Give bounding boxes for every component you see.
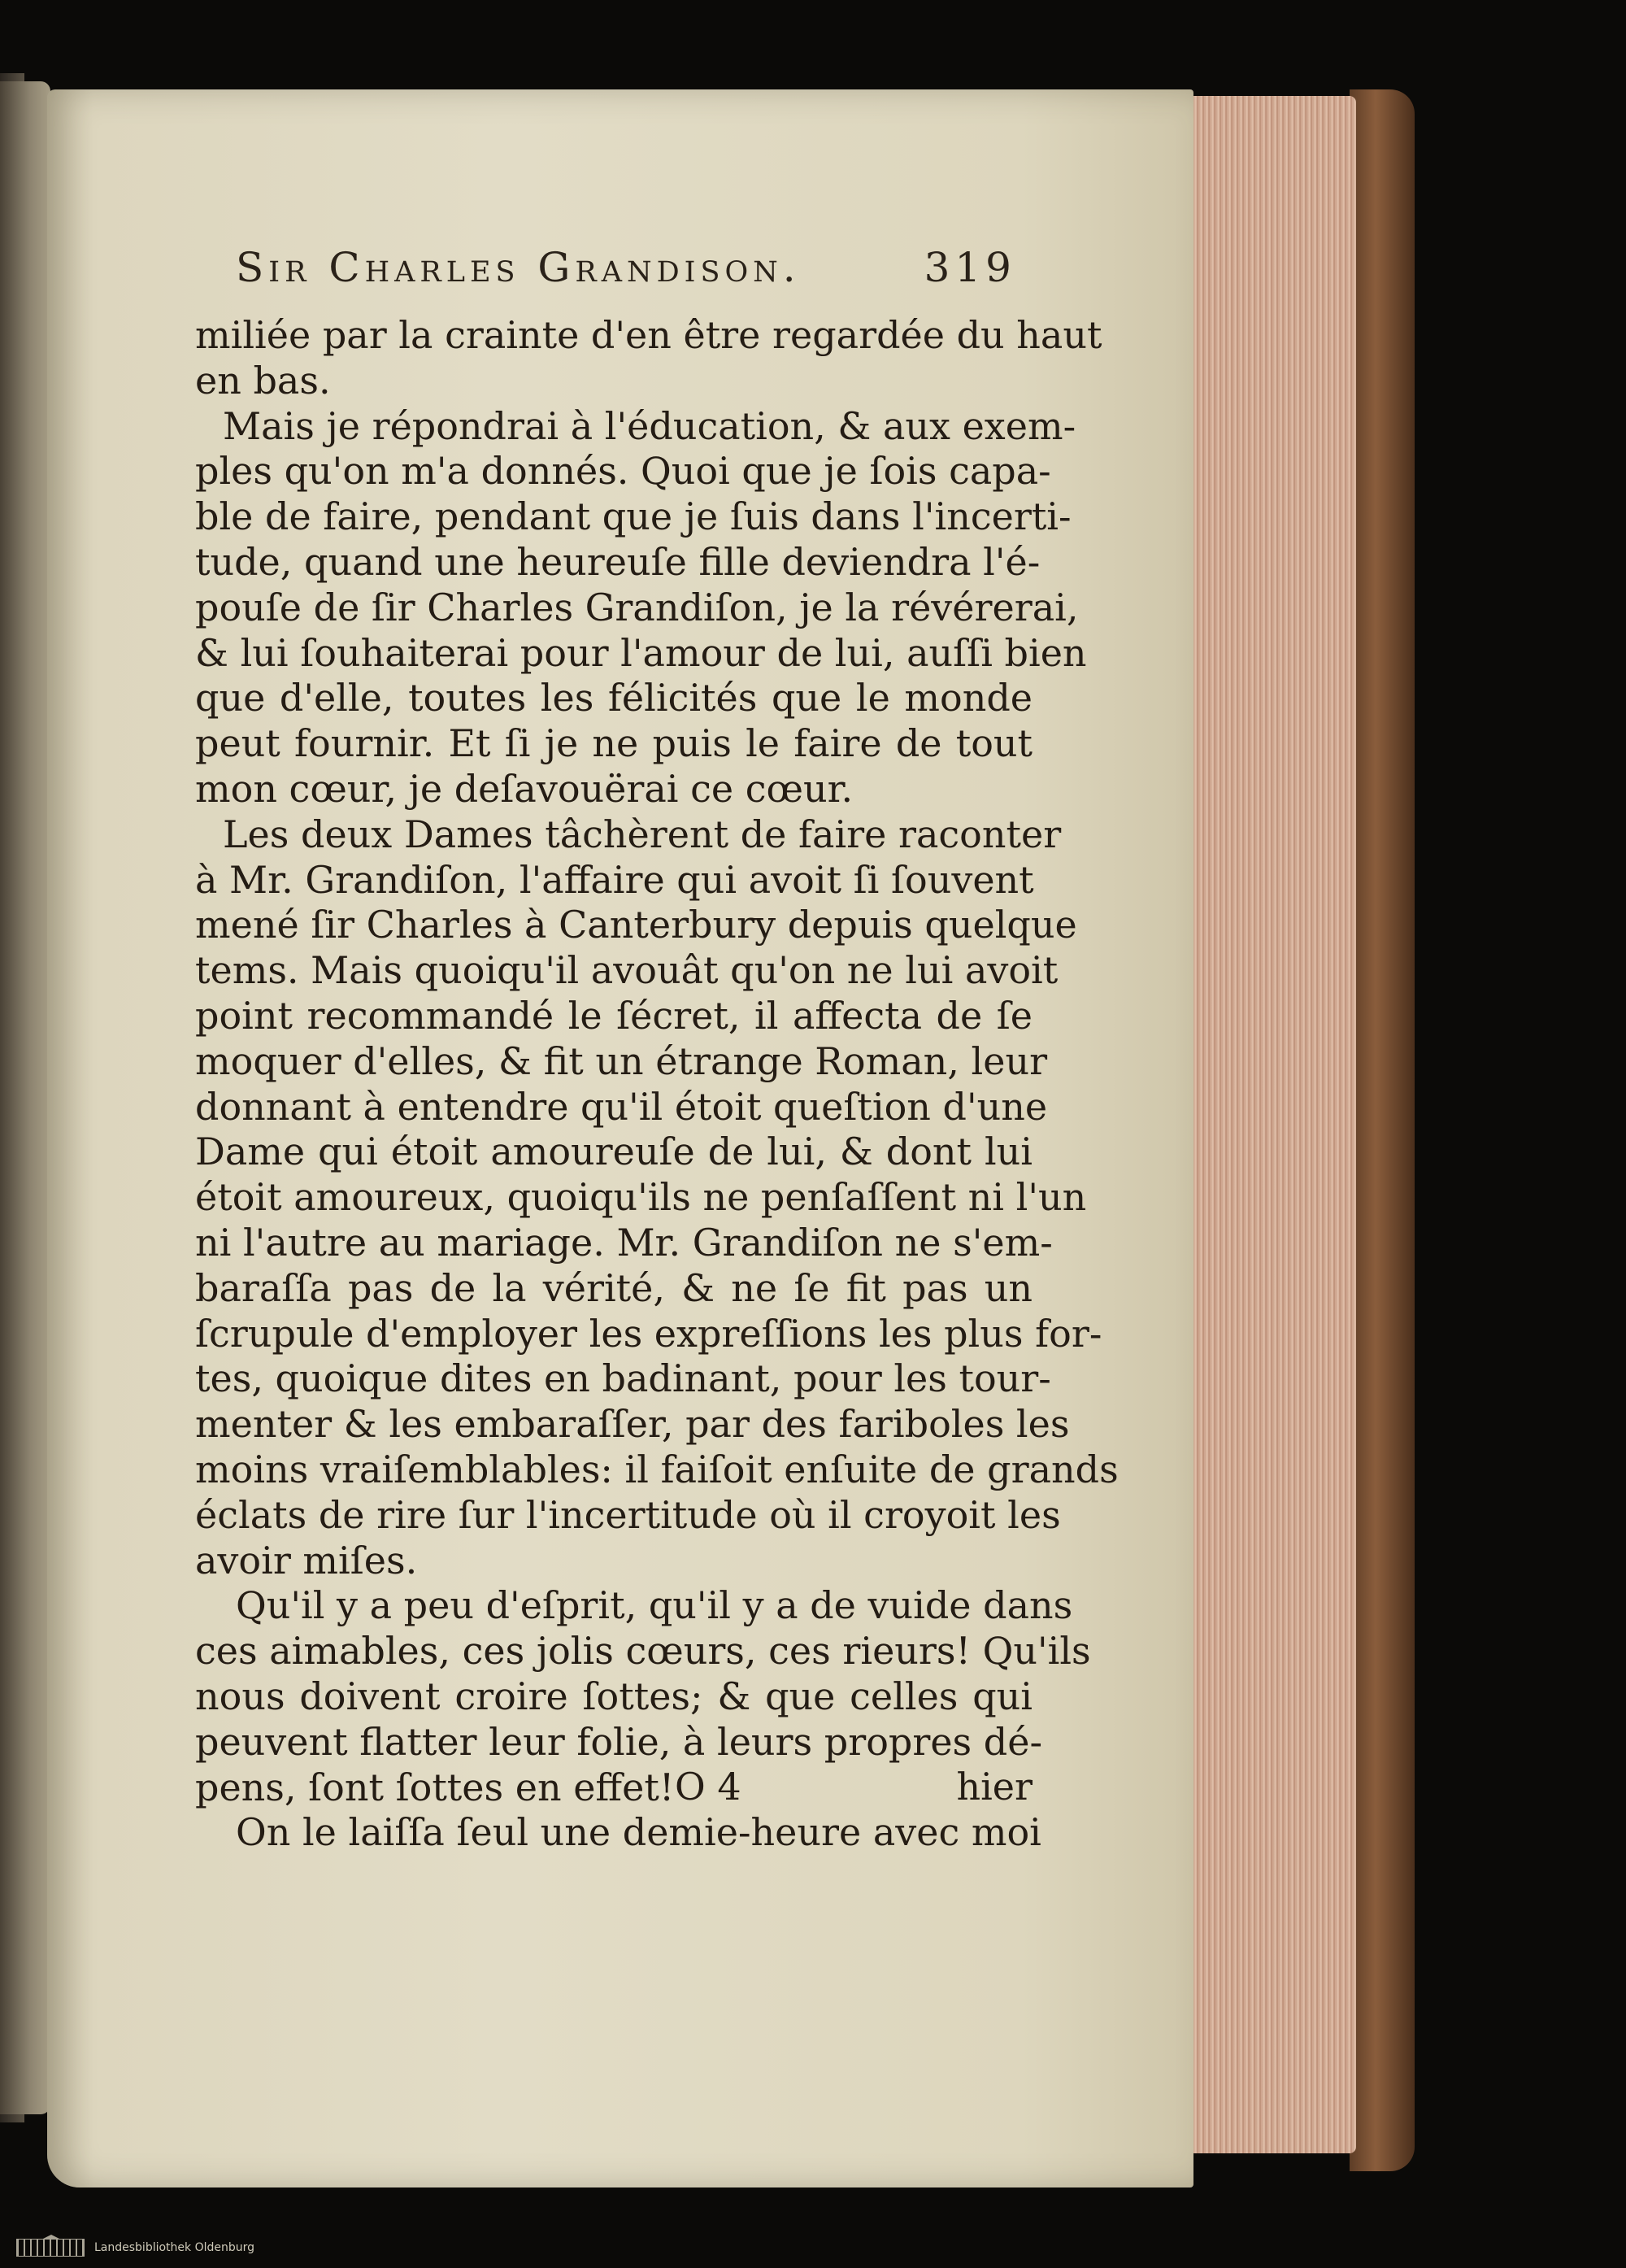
text-line: peut fournir. Et ſi je ne puis le faire de tout xyxy=(195,721,1033,766)
text-line: Dame qui étoit amoureuſe de lui, & dont lui xyxy=(195,1130,1033,1174)
text-line: pens, ſont ſottes en effet! xyxy=(195,1765,675,1809)
text-line: Mais je répondrai à l'éducation, & aux exem- xyxy=(223,403,1076,448)
text-line: tems. Mais quoiqu'il avouât qu'on ne lui avoit xyxy=(195,948,1059,993)
text-line: ples qu'on m'a donnés. Quoi que je ſois capa- xyxy=(195,449,1051,494)
text-line: ces aimables, ces jolis cœurs, ces rieurs! Qu'ils xyxy=(195,1629,1091,1674)
text-line: tes, quoique dites en badinant, pour les tour- xyxy=(195,1356,1051,1401)
text-line: ni l'autre au mariage. Mr. Grandiſon ne s'em- xyxy=(195,1220,1053,1265)
page-number: 319 xyxy=(924,244,1016,291)
text-line: moquer d'elles, & fit un étrange Roman, leur xyxy=(195,1038,1048,1083)
text-line: On le laiſſa ſeul une demie-heure avec moi xyxy=(236,1810,1041,1855)
text-line: Les deux Dames tâchèrent de faire raconter xyxy=(223,812,1062,856)
text-line: mon cœur, je deſavouërai ce cœur. xyxy=(195,766,854,811)
text-line: ſcrupule d'employer les expreſſions les plus for- xyxy=(195,1311,1102,1356)
library-building-icon xyxy=(16,2239,85,2257)
text-line: éclats de rire ſur l'incertitude où il croyoit les xyxy=(195,1492,1061,1537)
text-line: & lui ſouhaiterai pour l'amour de lui, auſſi bien xyxy=(195,630,1087,675)
text-line: point recommandé le ſécret, il affecta de ſe xyxy=(195,993,1033,1038)
catchword: hier xyxy=(956,1765,1033,1809)
text-line: menter & les embaraſſer, par des fariboles les xyxy=(195,1402,1070,1447)
text-line: pouſe de ſir Charles Grandiſon, je la révérerai, xyxy=(195,585,1079,629)
text-line: étoit amoureux, quoiqu'ils ne penſaſſent ni l'un xyxy=(195,1175,1087,1220)
signature-mark: O 4 xyxy=(675,1765,741,1809)
text-line: Qu'il y a peu d'eſprit, qu'il y a de vuide dans xyxy=(236,1583,1073,1628)
left-page-edge xyxy=(0,81,50,2114)
text-line: en bas. xyxy=(195,358,331,403)
text-line: moins vraiſemblables: il faiſoit enſuite de grands xyxy=(195,1447,1119,1491)
text-line: à Mr. Grandiſon, l'affaire qui avoit ſi ſouvent xyxy=(195,857,1034,902)
body-text xyxy=(195,313,1119,1856)
library-watermark xyxy=(16,2238,254,2257)
text-line: que d'elle, toutes les félicités que le monde xyxy=(195,676,1033,720)
text-line: ble de faire, pendant que je ſuis dans l'incerti- xyxy=(195,494,1072,539)
book-cover-edge xyxy=(1350,89,1415,2171)
text-line: avoir miſes. xyxy=(195,1538,418,1582)
text-line: baraſſa pas de la vérité, & ne ſe fit pas un xyxy=(195,1265,1033,1310)
text-line: peuvent flatter leur folie, à leurs propres dé- xyxy=(195,1719,1042,1764)
text-line: nous doivent croire ſottes; & que celles qui xyxy=(195,1674,1033,1718)
text-line: tude, quand une heureuſe fille deviendra l'é- xyxy=(195,539,1041,584)
text-line: miliée par la crainte d'en être regardée du haut xyxy=(195,313,1102,357)
text-line: donnant à entendre qu'il étoit queſtion d'une xyxy=(195,1084,1048,1129)
running-header xyxy=(236,244,1016,291)
page-edges xyxy=(1193,96,1356,2153)
text-line: mené ſir Charles à Canterbury depuis quelque xyxy=(195,903,1077,947)
library-label: Landesbibliothek Oldenburg xyxy=(94,2241,255,2254)
running-title: Sir Charles Grandison. xyxy=(236,244,801,291)
